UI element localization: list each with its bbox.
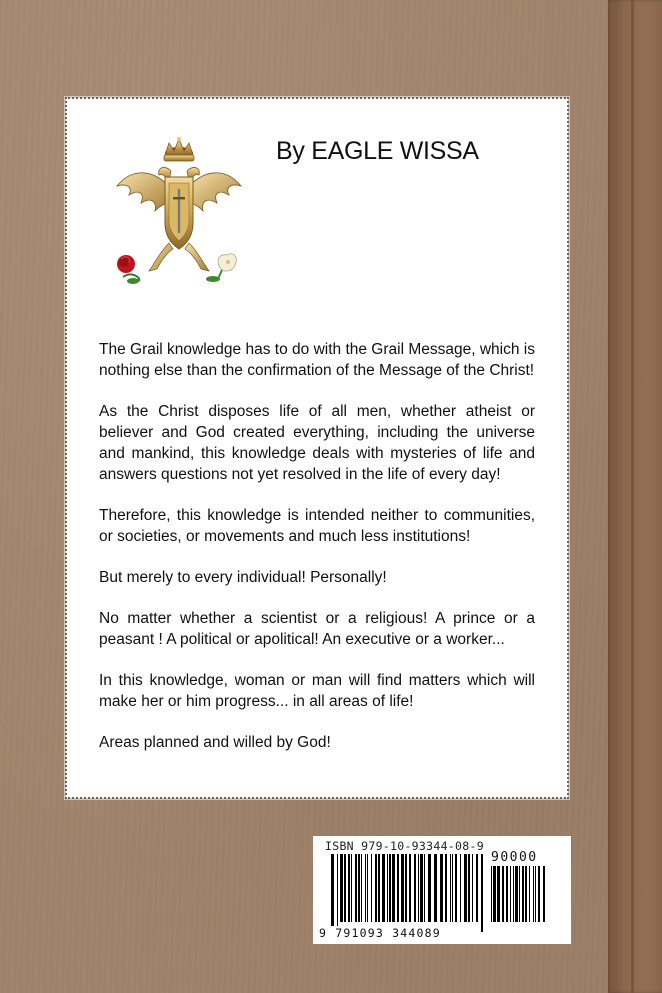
barcode-bar [522,866,524,922]
barcode-bar [397,854,399,922]
barcode-bar [371,854,372,922]
barcode-bar [428,854,431,922]
barcode-bar [445,854,447,922]
book-spine [608,0,662,993]
barcode-bar [452,854,453,922]
synopsis-paragraph: But merely to every individual! Personally! [99,569,387,586]
barcode-bar [533,866,534,922]
crown-icon [164,137,194,161]
barcode-bar [420,854,423,922]
isbn-label: ISBN 979-10-93344-08-9 [325,839,484,853]
barcode-bar [389,854,391,922]
barcode-bar [358,854,360,922]
barcode-bar [344,854,346,922]
back-cover-panel [66,98,568,798]
barcode-addon-bars [491,866,549,932]
synopsis-text [99,339,535,773]
barcode-bar [460,854,461,922]
synopsis-paragraph: As the Christ disposes life of all men, whether atheist or believer and God created everything, including the universe and mankind, this knowledge deals with mysteries of life and answers questions not yet resolved in the life of every day! [99,403,535,483]
barcode-bar [510,866,511,922]
barcode-bar [337,854,338,932]
barcode-bar [497,866,500,922]
barcode-bar [375,854,377,922]
barcode-bar [382,854,385,922]
barcode-bar [351,854,352,922]
barcode-icon [331,854,486,932]
barcode-bar [506,866,508,922]
synopsis-paragraph: Areas planned and willed by God! [99,734,331,751]
synopsis-paragraph: In this knowledge, woman or man will find matters which will make her or him progress... in all areas of life! [99,672,535,710]
barcode-bar [455,854,457,922]
barcode-bar [367,854,368,922]
barcode-bar [493,866,496,922]
barcode-bar [378,854,380,922]
barcode-bar [409,854,411,922]
lily-icon [206,254,236,282]
barcode-bar [418,854,419,922]
barcode-bar [464,854,467,922]
barcode-bar [401,854,404,922]
barcode-bar [502,866,504,922]
spine-edge-line [631,0,634,993]
synopsis-paragraph: Therefore, this knowledge is intended neither to communities, or societies, or movements and much less institutions! [99,507,535,545]
barcode-bar [387,854,388,922]
heraldic-double-eagle-crest-icon [109,131,249,296]
barcode-bar [468,854,470,922]
barcode-bar [525,866,527,922]
barcode-bar [348,854,350,922]
synopsis-paragraph: No matter whether a scientist or a religious! A prince or a peasant ! A political or apolitical! An executive or a worker... [99,610,535,648]
barcode-bar [414,854,416,922]
barcode-bar [481,854,483,932]
barcode-bar [361,854,362,922]
synopsis-paragraph: The Grail knowledge has to do with the Grail Message, which is nothing else than the confirmation of the Message of the Christ! [99,341,535,379]
barcode-bar [535,866,536,922]
barcode-bar [450,854,451,922]
barcode-bar [515,866,518,922]
barcode-bar [405,854,407,922]
isbn-barcode-box [313,836,571,944]
author-line: By EAGLE WISSA [276,137,479,165]
barcode-bar [440,854,443,922]
barcode-bar [331,854,334,932]
rose-icon [117,255,139,284]
barcode-ean-digits: 9 791093 344089 [319,926,441,940]
barcode-bar [476,854,478,922]
barcode-bar [491,866,492,922]
barcode-bar [543,866,545,922]
barcode-bar [365,854,366,922]
barcode-bar [538,866,540,922]
barcode-bar [434,854,437,922]
barcode-bar [424,854,425,922]
barcode-addon-digits: 90000 [491,850,538,865]
barcode-bar [513,866,514,922]
barcode-bar [519,866,520,922]
barcode-bar [472,854,473,922]
barcode-bar [355,854,357,922]
barcode-bar [529,866,530,922]
barcode-bar [340,854,343,922]
barcode-bar [392,854,395,922]
